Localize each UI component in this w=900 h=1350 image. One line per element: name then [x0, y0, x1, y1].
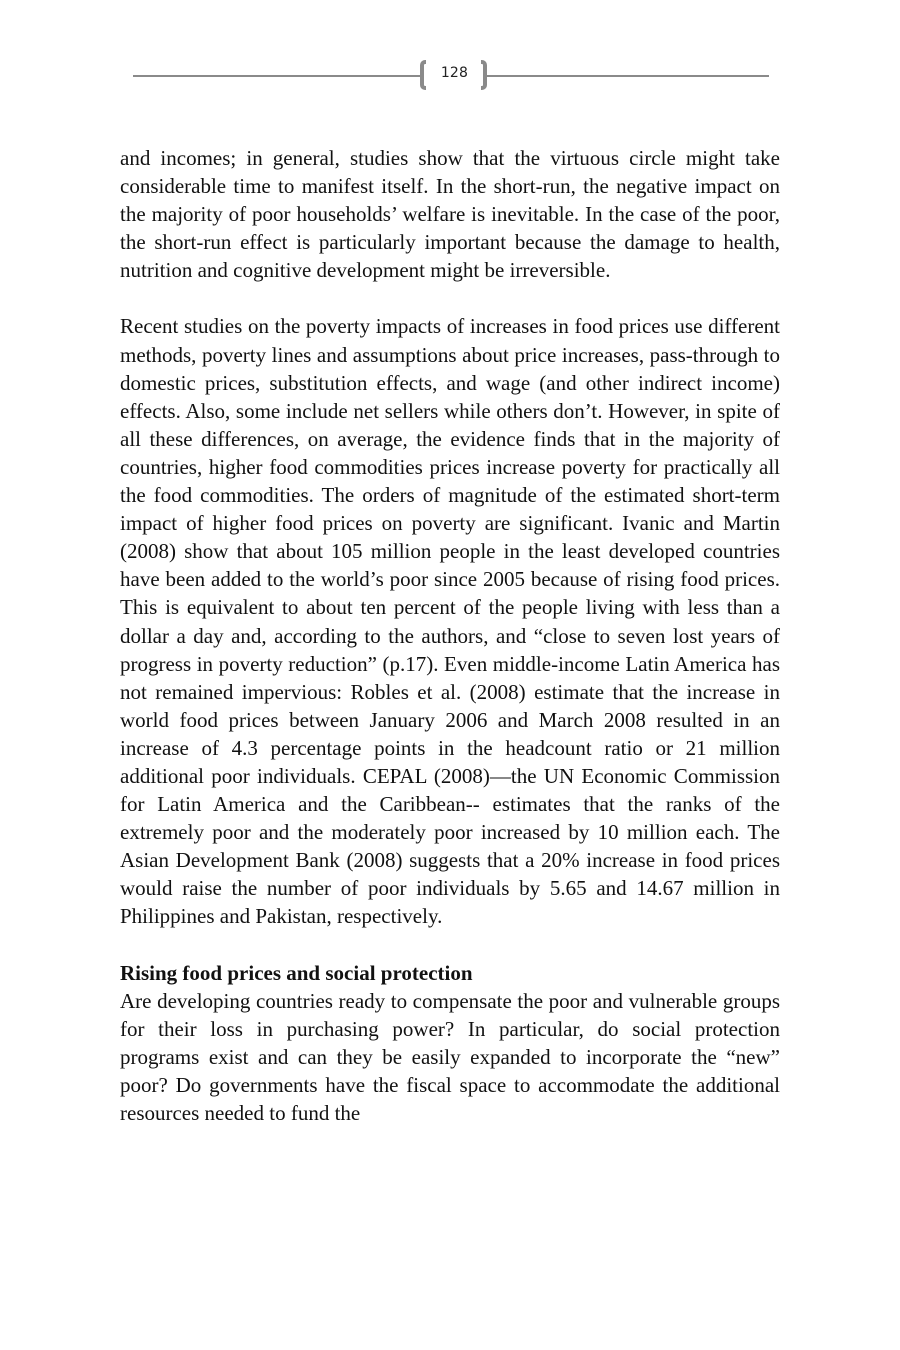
paragraph-spacer [120, 284, 780, 312]
page-body [120, 144, 780, 1127]
header-rule-left [133, 75, 420, 77]
page-number: 128 [440, 65, 469, 81]
paragraph-virtuous-circle: and incomes; in general, studies show that the virtuous circle might take considerable time to manifest itself. In the short-run, the negative impact on the majority of poor households’ welfare is inevitable. In the case of the poor, the short-run effect is particularly important because the damage to health, nutrition and cognitive development might be irreversible. [120, 146, 780, 283]
paragraph-social-protection: Are developing countries ready to compensate the poor and vulnerable groups for their loss in purchasing power? In particular, do social protection programs exist and can they be easily expanded to incorporate the “new” poor? Do governments have the fiscal space to accommodate the additional resources needed to fund the [120, 988, 780, 1125]
header-rule-right [487, 75, 769, 77]
page-header [133, 58, 769, 94]
section-heading: Rising food prices and social protection [120, 960, 473, 985]
left-bracket-icon [420, 60, 426, 90]
paragraph-spacer [120, 931, 780, 959]
paragraph-poverty-impacts: Recent studies on the poverty impacts of increases in food prices use different methods, poverty lines and assumptions about price increases, pass-through to domestic prices, substitution effects, and wage (and other indirect income) effects. Also, some include net sellers while others don’t. However, in spite of all these differences, on average, the evidence finds that in the majority of countries, higher food commodities prices increase poverty for practically all the food commodities. The orders of magnitude of the estimated short-term impact of higher food prices on poverty are significant. Ivanic and Martin (2008) show that about 105 million people in the least developed countries have been added to the world’s poor since 2005 because of rising food prices. This is equivalent to about ten percent of the people living with less than a dollar a day and, according to the authors, and “close to seven lost years of progress in poverty reduction” (p.17). Even middle-income Latin America has not remained impervious: Robles et al. (2008) estimate that the increase in world food prices between January 2006 and March 2008 resulted in an increase of 4.3 percentage points in the headcount ratio or 21 million additional poor individuals. CEPAL (2008)—the UN Economic Commission for Latin America and the Caribbean-- estimates that the ranks of the extremely poor and the moderately poor increased by 10 million each. The Asian Development Bank (2008) suggests that a 20% increase in food prices would raise the number of poor individuals by 5.65 and 14.67 million in Philippines and Pakistan, respectively. [120, 314, 780, 929]
